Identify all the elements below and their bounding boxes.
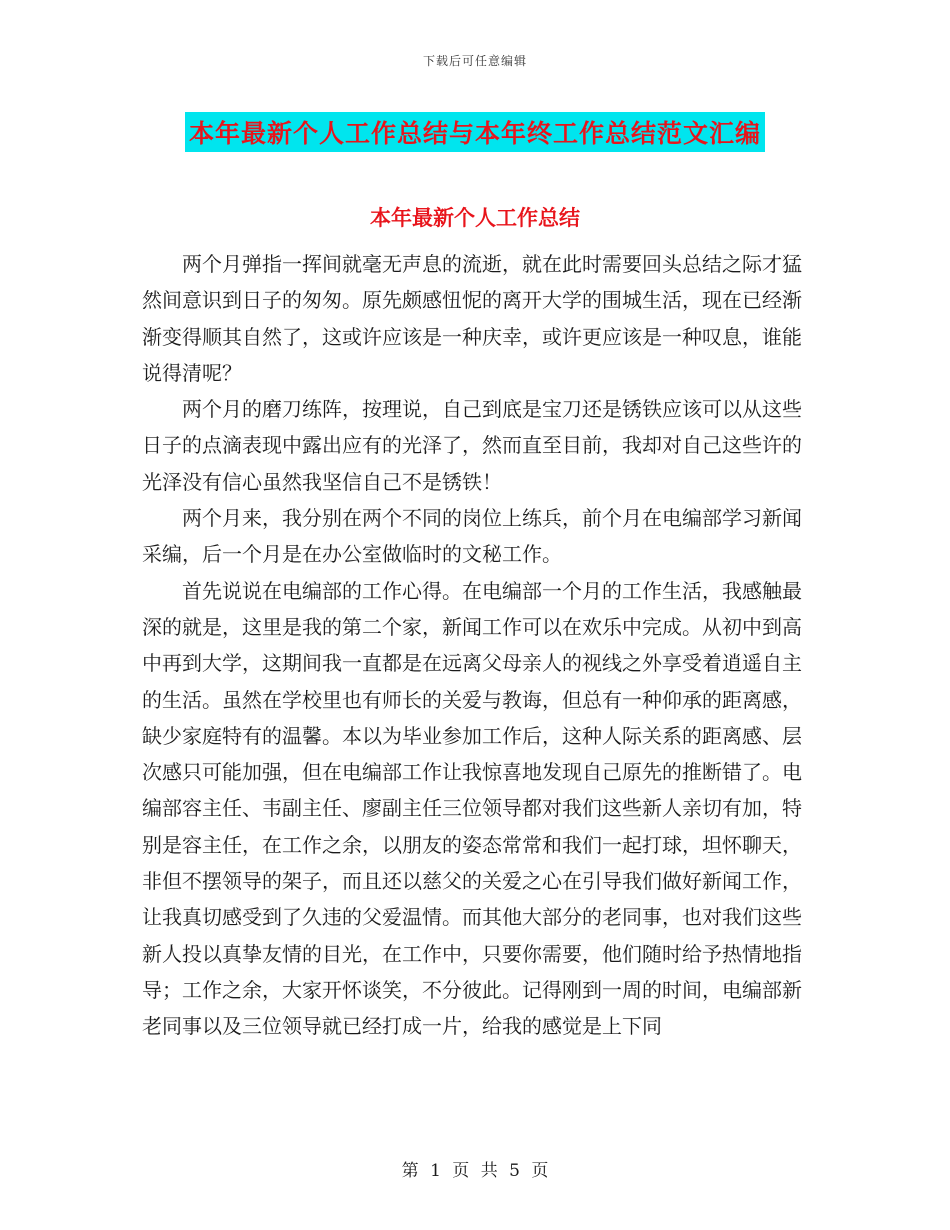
document-title-wrapper bbox=[0, 112, 950, 152]
section-title: 本年最新个人工作总结 bbox=[370, 206, 580, 230]
paragraph: 两个月弹指一挥间就毫无声息的流逝，就在此时需要回头总结之际才猛然间意识到日子的匆匆。原先颇感忸怩的离开大学的围城生活，现在已经渐渐变得顺其自然了，这或许应该是一种庆幸，或许更应该是一种叹息，谁能说得清呢？ bbox=[142, 252, 802, 385]
paragraph: 首先说说在电编部的工作心得。在电编部一个月的工作生活，我感触最深的就是，这里是我的第二个家，新闻工作可以在欢乐中完成。从初中到高中再到大学，这期间我一直都是在远离父母亲人的视线之外享受着逍遥自主的生活。虽然在学校里也有师长的关爱与教诲，但总有一种仰承的距离感，缺少家庭特有的温馨。本以为毕业参加工作后，这种人际关系的距离感、层次感只可能加强，但在电编部工作让我惊喜地发现自己原先的推断错了。电编部容主任、韦副主任、廖副主任三位领导都对我们这些新人亲切有加，特别是容主任，在工作之余，以朋友的姿态常常和我们一起打球，坦怀聊天，非但不摆领导的架子，而且还以慈父的关爱之心在引导我们做好新闻工作，让我真切感受到了久违的父爱温情。而其他大部分的老同事，也对我们这些新人投以真挚友情的目光，在工作中，只要你需要，他们随时给予热情地指导；工作之余，大家开怀谈笑，不分彼此。记得刚到一周的时间，电编部新老同事以及三位领导就已经打成一片，给我的感觉是上下同 bbox=[142, 578, 802, 1039]
paragraph: 两个月来，我分别在两个不同的岗位上练兵，前个月在电编部学习新闻采编，后一个月是在办公室做临时的文秘工作。 bbox=[142, 506, 802, 567]
paragraph: 两个月的磨刀练阵，按理说，自己到底是宝刀还是锈铁应该可以从这些日子的点滴表现中露出应有的光泽了，然而直至目前，我却对自己这些许的光泽没有信心虽然我坚信自己不是锈铁！ bbox=[142, 397, 802, 494]
document-body bbox=[142, 246, 802, 1045]
document-title: 本年最新个人工作总结与本年终工作总结范文汇编 bbox=[185, 112, 765, 152]
page-header-note: 下载后可任意编辑 bbox=[422, 54, 527, 68]
page-number: 第 1 页 共 5 页 bbox=[401, 1161, 549, 1181]
